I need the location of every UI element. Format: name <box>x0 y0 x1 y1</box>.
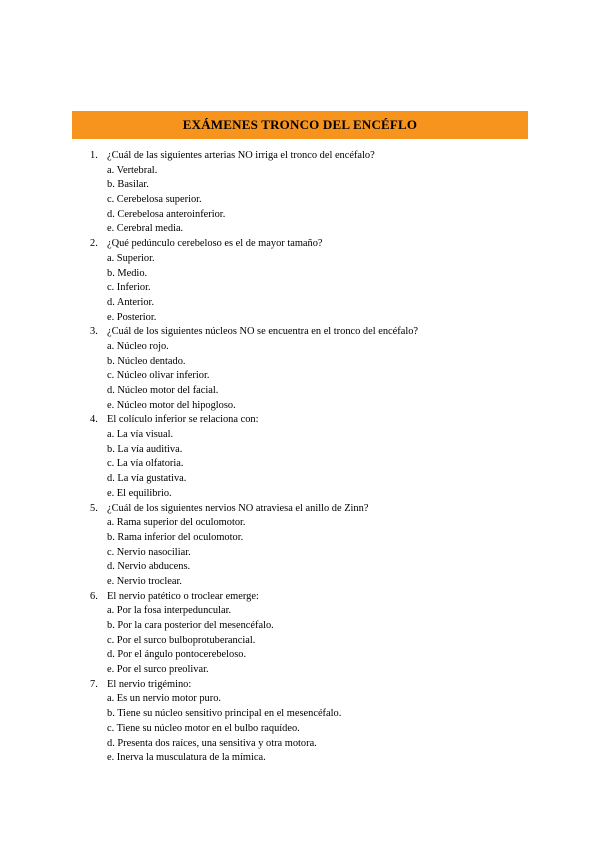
question-7 <box>0 678 600 766</box>
answer-option: e. El equilibrio. <box>107 487 172 499</box>
question-text <box>0 502 600 517</box>
question-number: 6. <box>90 590 98 602</box>
answer-option: d. Núcleo motor del facial. <box>107 385 219 396</box>
question-text <box>0 590 600 605</box>
answer-option: e. Cerebral media. <box>107 223 184 235</box>
header-band <box>72 111 528 139</box>
answer-option: b. Por la cara posterior del mesencéfalo. <box>107 620 274 631</box>
answer-option: a. Rama superior del oculomotor. <box>107 517 246 529</box>
question-text <box>0 678 600 693</box>
answer-option: d. Por el ángulo pontocerebeloso. <box>107 649 247 661</box>
answer-option: b. Medio. <box>107 267 148 279</box>
answer-option: c. Por el surco bulboprotuberancial. <box>107 634 256 646</box>
question-prompt: El colículo inferior se relaciona con: <box>107 414 259 426</box>
answer-option: c. Inferior. <box>107 282 151 294</box>
question-number: 2. <box>90 238 98 250</box>
question-prompt: ¿Cuál de los siguientes nervios NO atraviesa el anillo de Zinn? <box>107 502 369 514</box>
question-text <box>0 413 600 428</box>
answer-option: a. La vía visual. <box>107 429 174 441</box>
answer-option: c. La vía olfatoria. <box>107 458 184 470</box>
answer-option: b. Rama inferior del oculomotor. <box>107 531 244 543</box>
answer-option: d. Cerebelosa anteroinferior. <box>107 208 226 220</box>
question-6 <box>0 590 600 678</box>
answer-option: c. Cerebelosa superior. <box>107 194 202 206</box>
question-number: 4. <box>90 414 98 426</box>
answer-option: a. Núcleo rojo. <box>107 340 169 352</box>
question-prompt: El nervio patético o troclear emerge: <box>107 590 259 602</box>
answer-option: c. Tiene su núcleo motor en el bulbo raquídeo. <box>107 722 300 734</box>
answer-option: a. Superior. <box>107 252 155 264</box>
question-prompt: ¿Cuál de las siguientes arterias NO irriga el tronco del encéfalo? <box>107 150 375 161</box>
question-1 <box>0 149 600 237</box>
answer-option: a. Vertebral. <box>107 164 158 176</box>
question-text <box>0 149 600 164</box>
question-prompt: ¿Qué pedúnculo cerebeloso es el de mayor tamaño? <box>107 238 323 250</box>
question-3 <box>0 325 600 413</box>
answer-option: d. Anterior. <box>107 296 155 308</box>
answer-option: e. Por el surco preolivar. <box>107 664 209 676</box>
question-number: 5. <box>90 502 98 514</box>
question-number: 1. <box>90 150 98 161</box>
question-4 <box>0 413 600 501</box>
answer-option: d. Presenta dos raíces, una sensitiva y otra motora. <box>107 737 317 749</box>
answer-option: a. Es un nervio motor puro. <box>107 693 221 705</box>
answer-option: e. Núcleo motor del hipogloso. <box>107 399 236 411</box>
question-5 <box>0 502 600 590</box>
question-number: 7. <box>90 678 98 690</box>
answer-option: d. Nervio abducens. <box>107 561 191 573</box>
answer-option: b. Núcleo dentado. <box>107 355 186 367</box>
question-number: 3. <box>90 326 98 338</box>
answer-option: c. Nervio nasociliar. <box>107 546 191 558</box>
answer-option: d. La vía gustativa. <box>107 473 187 485</box>
answer-option: e. Inerva la musculatura de la mímica. <box>107 752 266 764</box>
question-prompt: ¿Cuál de los siguientes núcleos NO se encuentra en el tronco del encéfalo? <box>107 326 419 338</box>
page-title: EXÁMENES TRONCO DEL ENCÉFLO <box>182 117 418 132</box>
question-text <box>0 325 600 340</box>
answer-option: b. Basilar. <box>107 179 149 191</box>
answer-option: b. Tiene su núcleo sensitivo principal en el mesencéfalo. <box>107 708 342 720</box>
question-2 <box>0 237 600 325</box>
question-prompt: El nervio trigémino: <box>107 678 192 690</box>
answer-option: b. La vía auditiva. <box>107 443 183 455</box>
answer-option: a. Por la fosa interpeduncular. <box>107 605 232 617</box>
question-list <box>0 149 600 766</box>
answer-option: e. Posterior. <box>107 311 157 323</box>
answer-option: e. Nervio troclear. <box>107 575 183 587</box>
question-text <box>0 237 600 252</box>
answer-option: c. Núcleo olivar inferior. <box>107 370 210 382</box>
